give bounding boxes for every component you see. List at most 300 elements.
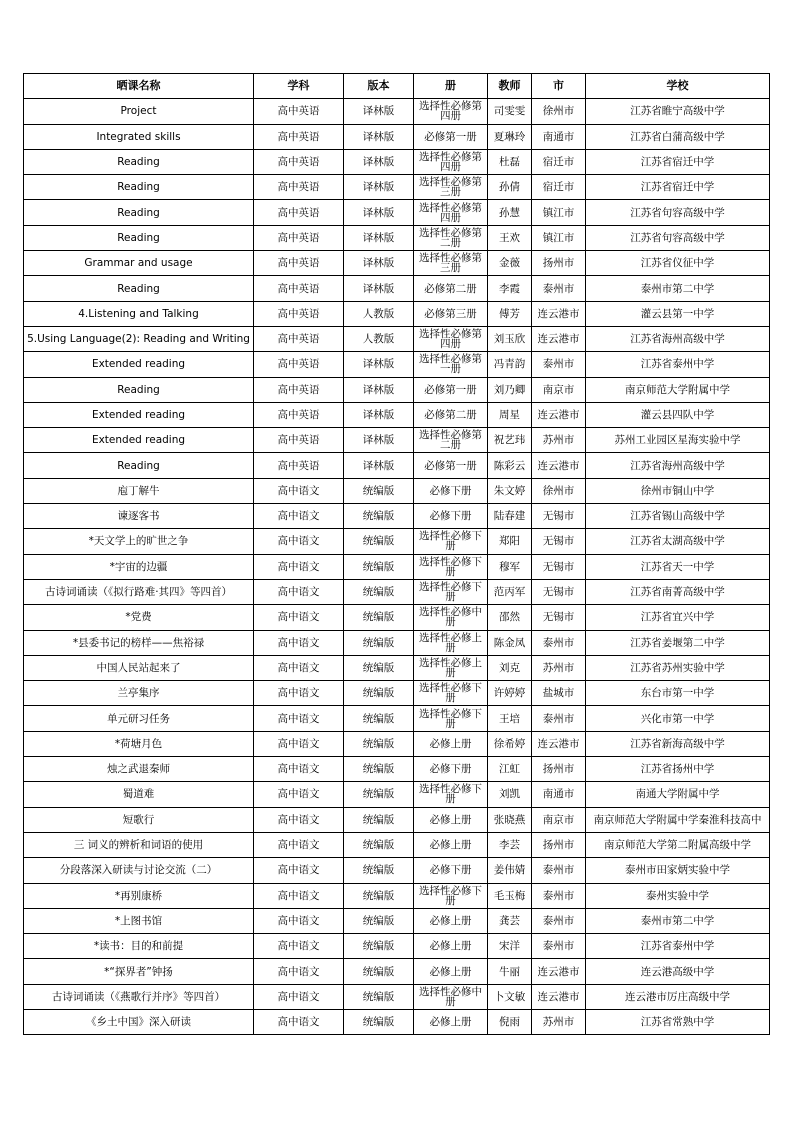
edition-text: 译林版 <box>362 181 395 194</box>
cell-teacher <box>488 478 532 503</box>
school-text: 泰州市田家炳实验中学 <box>625 864 730 877</box>
edition-text: 统编版 <box>362 864 395 877</box>
cell-subject <box>254 225 344 250</box>
cell-course-name <box>24 326 254 351</box>
cell-edition <box>344 326 414 351</box>
cell-volume <box>414 377 488 402</box>
table-row <box>24 251 770 276</box>
school-text: 江苏省睢宁高级中学 <box>630 105 725 118</box>
edition-text: 人教版 <box>362 307 395 320</box>
volume-text: 选择性必修第二册 <box>419 429 482 452</box>
school-text: 江苏省太湖高级中学 <box>630 535 725 548</box>
subject-text: 高中语文 <box>277 737 320 750</box>
volume-text: 选择性必修下册 <box>419 682 482 705</box>
subject-text: 高中英语 <box>277 130 320 143</box>
subject-text: 高中语文 <box>277 990 320 1003</box>
cell-subject <box>254 504 344 529</box>
cell-school <box>586 478 770 503</box>
cell-teacher <box>488 655 532 680</box>
cell-edition <box>344 453 414 478</box>
course-name-text: 古诗词诵读（《燕歌行并序》等四首） <box>51 990 226 1003</box>
course-name-text: 短歌行 <box>122 813 155 826</box>
cell-school <box>586 782 770 807</box>
teacher-text: 毛玉梅 <box>493 889 526 902</box>
teacher-text: 朱文婷 <box>493 484 526 497</box>
teacher-text: 卜文敏 <box>493 990 526 1003</box>
cell-course-name <box>24 934 254 959</box>
course-name-text: 蜀道难 <box>122 788 155 801</box>
course-name-text: *“探界者”钟扬 <box>104 965 173 978</box>
city-text: 连云港市 <box>537 307 580 320</box>
cell-city <box>532 276 586 301</box>
city-text: 南通市 <box>542 130 575 143</box>
cell-volume <box>414 731 488 756</box>
cell-teacher <box>488 605 532 630</box>
cell-teacher <box>488 1009 532 1034</box>
course-name-text: Extended reading <box>91 409 186 421</box>
cell-subject <box>254 630 344 655</box>
teacher-text: 刘玉欣 <box>493 333 526 346</box>
cell-volume <box>414 428 488 453</box>
cell-school <box>586 858 770 883</box>
volume-text: 必修上册 <box>429 940 472 953</box>
cell-course-name <box>24 959 254 984</box>
city-text: 连云港市 <box>537 459 580 472</box>
cell-course-name <box>24 579 254 604</box>
cell-course-name <box>24 529 254 554</box>
subject-text: 高中语文 <box>277 889 320 902</box>
city-text: 无锡市 <box>542 510 575 523</box>
city-text: 盐城市 <box>542 687 575 700</box>
volume-text: 必修上册 <box>429 839 472 852</box>
cell-course-name <box>24 225 254 250</box>
cell-volume <box>414 1009 488 1034</box>
volume-text: 选择性必修上册 <box>419 631 482 654</box>
cell-course-name <box>24 453 254 478</box>
cell-school <box>586 99 770 124</box>
cell-school <box>586 731 770 756</box>
school-text: 徐州市铜山中学 <box>640 484 715 497</box>
cell-school <box>586 377 770 402</box>
city-text: 无锡市 <box>542 560 575 573</box>
course-name-text: 单元研习任务 <box>107 712 170 725</box>
cell-teacher <box>488 428 532 453</box>
cell-subject <box>254 124 344 149</box>
cell-teacher <box>488 959 532 984</box>
teacher-text: 江虹 <box>499 763 520 776</box>
volume-text: 选择性必修下册 <box>419 581 482 604</box>
cell-subject <box>254 149 344 174</box>
city-text: 无锡市 <box>542 611 575 624</box>
cell-teacher <box>488 782 532 807</box>
volume-text: 必修下册 <box>429 510 472 523</box>
volume-text: 选择性必修第四册 <box>419 151 482 174</box>
cell-subject <box>254 605 344 630</box>
city-text: 泰州市 <box>542 636 575 649</box>
table-row <box>24 529 770 554</box>
city-text: 无锡市 <box>542 535 575 548</box>
course-name-text: Reading <box>117 181 160 194</box>
subject-text: 高中英语 <box>277 333 320 346</box>
teacher-text: 穆军 <box>499 560 520 573</box>
teacher-text: 龚芸 <box>499 914 520 927</box>
cell-volume <box>414 782 488 807</box>
table-row <box>24 352 770 377</box>
table-body <box>24 99 770 1035</box>
table-row <box>24 807 770 832</box>
cell-volume <box>414 681 488 706</box>
table-row <box>24 706 770 731</box>
table-row <box>24 124 770 149</box>
table-row <box>24 402 770 427</box>
cell-edition <box>344 908 414 933</box>
cell-volume <box>414 554 488 579</box>
cell-teacher <box>488 529 532 554</box>
course-name-text: 古诗词诵读（《拟行路难·其四》等四首） <box>44 586 233 599</box>
subject-text: 高中英语 <box>277 459 320 472</box>
course-name-text: 谏逐客书 <box>117 510 160 523</box>
cell-edition <box>344 984 414 1009</box>
cell-course-name <box>24 99 254 124</box>
subject-text: 高中英语 <box>277 105 320 118</box>
cell-course-name <box>24 706 254 731</box>
city-text: 扬州市 <box>542 839 575 852</box>
city-text: 南京市 <box>542 383 575 396</box>
cell-teacher <box>488 453 532 478</box>
table-row <box>24 782 770 807</box>
cell-edition <box>344 579 414 604</box>
cell-subject <box>254 428 344 453</box>
cell-school <box>586 326 770 351</box>
school-text: 江苏省白蒲高级中学 <box>630 130 725 143</box>
teacher-text: 姜伟婧 <box>493 864 526 877</box>
cell-edition <box>344 959 414 984</box>
cell-subject <box>254 757 344 782</box>
teacher-text: 郑阳 <box>499 535 520 548</box>
city-text: 宿迁市 <box>542 156 575 169</box>
cell-city <box>532 782 586 807</box>
cell-volume <box>414 984 488 1009</box>
cell-teacher <box>488 807 532 832</box>
edition-text: 统编版 <box>362 940 395 953</box>
cell-course-name <box>24 402 254 427</box>
teacher-text: 范丙军 <box>493 586 526 599</box>
subject-text: 高中语文 <box>277 864 320 877</box>
cell-city <box>532 478 586 503</box>
table-row <box>24 934 770 959</box>
city-text: 连云港市 <box>537 409 580 421</box>
school-text: 南京师范大学附属中学 <box>625 383 730 396</box>
teacher-text: 张晓燕 <box>493 813 526 826</box>
cell-city <box>532 402 586 427</box>
cell-course-name <box>24 504 254 529</box>
cell-school <box>586 630 770 655</box>
cell-teacher <box>488 251 532 276</box>
subject-text: 高中语文 <box>277 535 320 548</box>
cell-edition <box>344 681 414 706</box>
edition-text: 译林版 <box>362 105 395 118</box>
cell-city <box>532 681 586 706</box>
cell-city <box>532 251 586 276</box>
subject-text: 高中英语 <box>277 358 320 371</box>
table-row <box>24 605 770 630</box>
cell-edition <box>344 782 414 807</box>
cell-subject <box>254 1009 344 1034</box>
cell-course-name <box>24 655 254 680</box>
cell-school <box>586 352 770 377</box>
cell-city <box>532 377 586 402</box>
edition-text: 统编版 <box>362 965 395 978</box>
cell-course-name <box>24 554 254 579</box>
school-text: 江苏省常熟中学 <box>640 1016 715 1029</box>
subject-text: 高中语文 <box>277 1016 320 1029</box>
volume-text: 必修上册 <box>429 914 472 927</box>
edition-text: 统编版 <box>362 712 395 725</box>
volume-text: 选择性必修下册 <box>419 884 482 907</box>
table-row <box>24 984 770 1009</box>
cell-teacher <box>488 99 532 124</box>
cell-edition <box>344 883 414 908</box>
teacher-text: 牛丽 <box>499 965 520 978</box>
edition-text: 统编版 <box>362 510 395 523</box>
cell-teacher <box>488 858 532 883</box>
cell-subject <box>254 908 344 933</box>
cell-edition <box>344 99 414 124</box>
cell-subject <box>254 681 344 706</box>
edition-text: 统编版 <box>362 484 395 497</box>
cell-school <box>586 301 770 326</box>
cell-edition <box>344 807 414 832</box>
cell-course-name <box>24 832 254 857</box>
course-name-text: 分段落深入研读与讨论交流（二） <box>59 864 218 877</box>
table-row <box>24 377 770 402</box>
school-text: 江苏省姜堰第二中学 <box>630 636 725 649</box>
cell-edition <box>344 225 414 250</box>
table-row <box>24 681 770 706</box>
cell-subject <box>254 99 344 124</box>
volume-text: 必修上册 <box>429 965 472 978</box>
table-row <box>24 630 770 655</box>
cell-course-name <box>24 984 254 1009</box>
cell-edition <box>344 251 414 276</box>
table-row <box>24 731 770 756</box>
school-text: 苏州工业园区星海实验中学 <box>614 434 741 447</box>
table-row <box>24 301 770 326</box>
edition-text: 译林版 <box>362 206 395 219</box>
cell-course-name <box>24 428 254 453</box>
cell-edition <box>344 1009 414 1034</box>
cell-school <box>586 428 770 453</box>
edition-text: 统编版 <box>362 914 395 927</box>
cell-subject <box>254 301 344 326</box>
cell-course-name <box>24 782 254 807</box>
course-name-text: Extended reading <box>91 434 186 447</box>
cell-edition <box>344 934 414 959</box>
cell-edition <box>344 731 414 756</box>
table-row <box>24 326 770 351</box>
cell-city <box>532 984 586 1009</box>
subject-text: 高中语文 <box>277 940 320 953</box>
header-row <box>24 74 770 99</box>
cell-volume <box>414 529 488 554</box>
volume-text: 选择性必修下册 <box>419 783 482 806</box>
city-text: 泰州市 <box>542 940 575 953</box>
cell-city <box>532 529 586 554</box>
cell-volume <box>414 630 488 655</box>
subject-text: 高中语文 <box>277 914 320 927</box>
cell-school <box>586 124 770 149</box>
cell-course-name <box>24 149 254 174</box>
table-row <box>24 883 770 908</box>
cell-school <box>586 832 770 857</box>
cell-city <box>532 908 586 933</box>
cell-volume <box>414 579 488 604</box>
cell-volume <box>414 883 488 908</box>
course-name-text: 烛之武退秦师 <box>107 763 170 776</box>
cell-edition <box>344 706 414 731</box>
city-text: 连云港市 <box>537 965 580 978</box>
teacher-text: 冯青韵 <box>493 358 526 371</box>
school-text: 江苏省句容高级中学 <box>630 231 725 244</box>
cell-city <box>532 807 586 832</box>
cell-course-name <box>24 175 254 200</box>
subject-text: 高中语文 <box>277 510 320 523</box>
cell-subject <box>254 832 344 857</box>
school-text: 江苏省扬州中学 <box>640 763 715 776</box>
cell-teacher <box>488 402 532 427</box>
subject-text: 高中语文 <box>277 965 320 978</box>
city-text: 苏州市 <box>542 661 575 674</box>
cell-volume <box>414 200 488 225</box>
edition-text: 译林版 <box>362 434 395 447</box>
cell-course-name <box>24 757 254 782</box>
cell-subject <box>254 984 344 1009</box>
table-row <box>24 478 770 503</box>
cell-teacher <box>488 984 532 1009</box>
cell-subject <box>254 858 344 883</box>
volume-text: 必修第二册 <box>424 409 477 421</box>
cell-teacher <box>488 832 532 857</box>
school-text: 南京师范大学附属中学秦淮科技高中 <box>593 813 762 826</box>
cell-subject <box>254 352 344 377</box>
table-row <box>24 757 770 782</box>
cell-volume <box>414 807 488 832</box>
volume-text: 选择性必修下册 <box>419 555 482 578</box>
school-text: 灌云县第一中学 <box>640 307 715 320</box>
cell-course-name <box>24 124 254 149</box>
cell-edition <box>344 402 414 427</box>
cell-edition <box>344 276 414 301</box>
cell-course-name <box>24 478 254 503</box>
cell-volume <box>414 402 488 427</box>
course-name-text: 中国人民站起来了 <box>96 661 181 674</box>
course-name-text: *再别康桥 <box>114 889 163 902</box>
teacher-text: 金薇 <box>499 257 520 270</box>
subject-text: 高中语文 <box>277 611 320 624</box>
cell-teacher <box>488 352 532 377</box>
cell-city <box>532 1009 586 1034</box>
cell-edition <box>344 554 414 579</box>
cell-school <box>586 934 770 959</box>
teacher-text: 陆春建 <box>493 510 526 523</box>
cell-teacher <box>488 200 532 225</box>
cell-subject <box>254 554 344 579</box>
cell-course-name <box>24 1009 254 1034</box>
cell-course-name <box>24 908 254 933</box>
volume-text: 必修下册 <box>429 484 472 497</box>
city-text: 宿迁市 <box>542 181 575 194</box>
cell-edition <box>344 630 414 655</box>
cell-school <box>586 200 770 225</box>
cell-city <box>532 175 586 200</box>
cell-subject <box>254 706 344 731</box>
cell-subject <box>254 579 344 604</box>
cell-city <box>532 99 586 124</box>
cell-edition <box>344 757 414 782</box>
course-name-text: 《乡土中国》深入研读 <box>86 1016 191 1029</box>
cell-volume <box>414 352 488 377</box>
teacher-text: 李霞 <box>499 282 520 295</box>
course-name-text: *县委书记的榜样——焦裕禄 <box>72 636 205 649</box>
cell-subject <box>254 377 344 402</box>
edition-text: 统编版 <box>362 737 395 750</box>
edition-text: 统编版 <box>362 611 395 624</box>
volume-text: 选择性必修第四册 <box>419 328 482 351</box>
cell-volume <box>414 453 488 478</box>
course-name-text: Integrated skills <box>96 130 181 143</box>
teacher-text: 司雯雯 <box>493 105 526 118</box>
course-name-text: Reading <box>117 156 160 169</box>
cell-edition <box>344 428 414 453</box>
edition-text: 统编版 <box>362 839 395 852</box>
table-row <box>24 579 770 604</box>
teacher-text: 祝艺玮 <box>493 434 526 447</box>
course-name-text: Grammar and usage <box>84 257 193 270</box>
course-name-text: Reading <box>117 206 160 219</box>
table-row <box>24 908 770 933</box>
course-name-text: *上图书馆 <box>114 914 163 927</box>
cell-edition <box>344 301 414 326</box>
cell-subject <box>254 782 344 807</box>
city-text: 连云港市 <box>537 990 580 1003</box>
cell-teacher <box>488 706 532 731</box>
column-header-teacher: 教师 <box>488 74 532 99</box>
school-text: 南通大学附属中学 <box>635 788 720 801</box>
subject-text: 高中英语 <box>277 231 320 244</box>
subject-text: 高中英语 <box>277 156 320 169</box>
volume-text: 必修第一册 <box>424 130 477 143</box>
edition-text: 译林版 <box>362 257 395 270</box>
school-text: 江苏省海州高级中学 <box>630 459 725 472</box>
cell-teacher <box>488 554 532 579</box>
volume-text: 选择性必修下册 <box>419 707 482 730</box>
cell-edition <box>344 655 414 680</box>
edition-text: 人教版 <box>362 333 395 346</box>
cell-school <box>586 681 770 706</box>
teacher-text: 杜磊 <box>499 156 520 169</box>
school-text: 泰州市第二中学 <box>640 282 715 295</box>
edition-text: 统编版 <box>362 586 395 599</box>
course-name-text: *天文学上的旷世之争 <box>88 535 189 548</box>
subject-text: 高中英语 <box>277 206 320 219</box>
course-name-text: Project <box>120 105 157 118</box>
cell-volume <box>414 251 488 276</box>
city-text: 泰州市 <box>542 358 575 371</box>
column-header-edition: 版本 <box>344 74 414 99</box>
cell-school <box>586 504 770 529</box>
volume-text: 选择性必修第三册 <box>419 176 482 199</box>
cell-school <box>586 251 770 276</box>
